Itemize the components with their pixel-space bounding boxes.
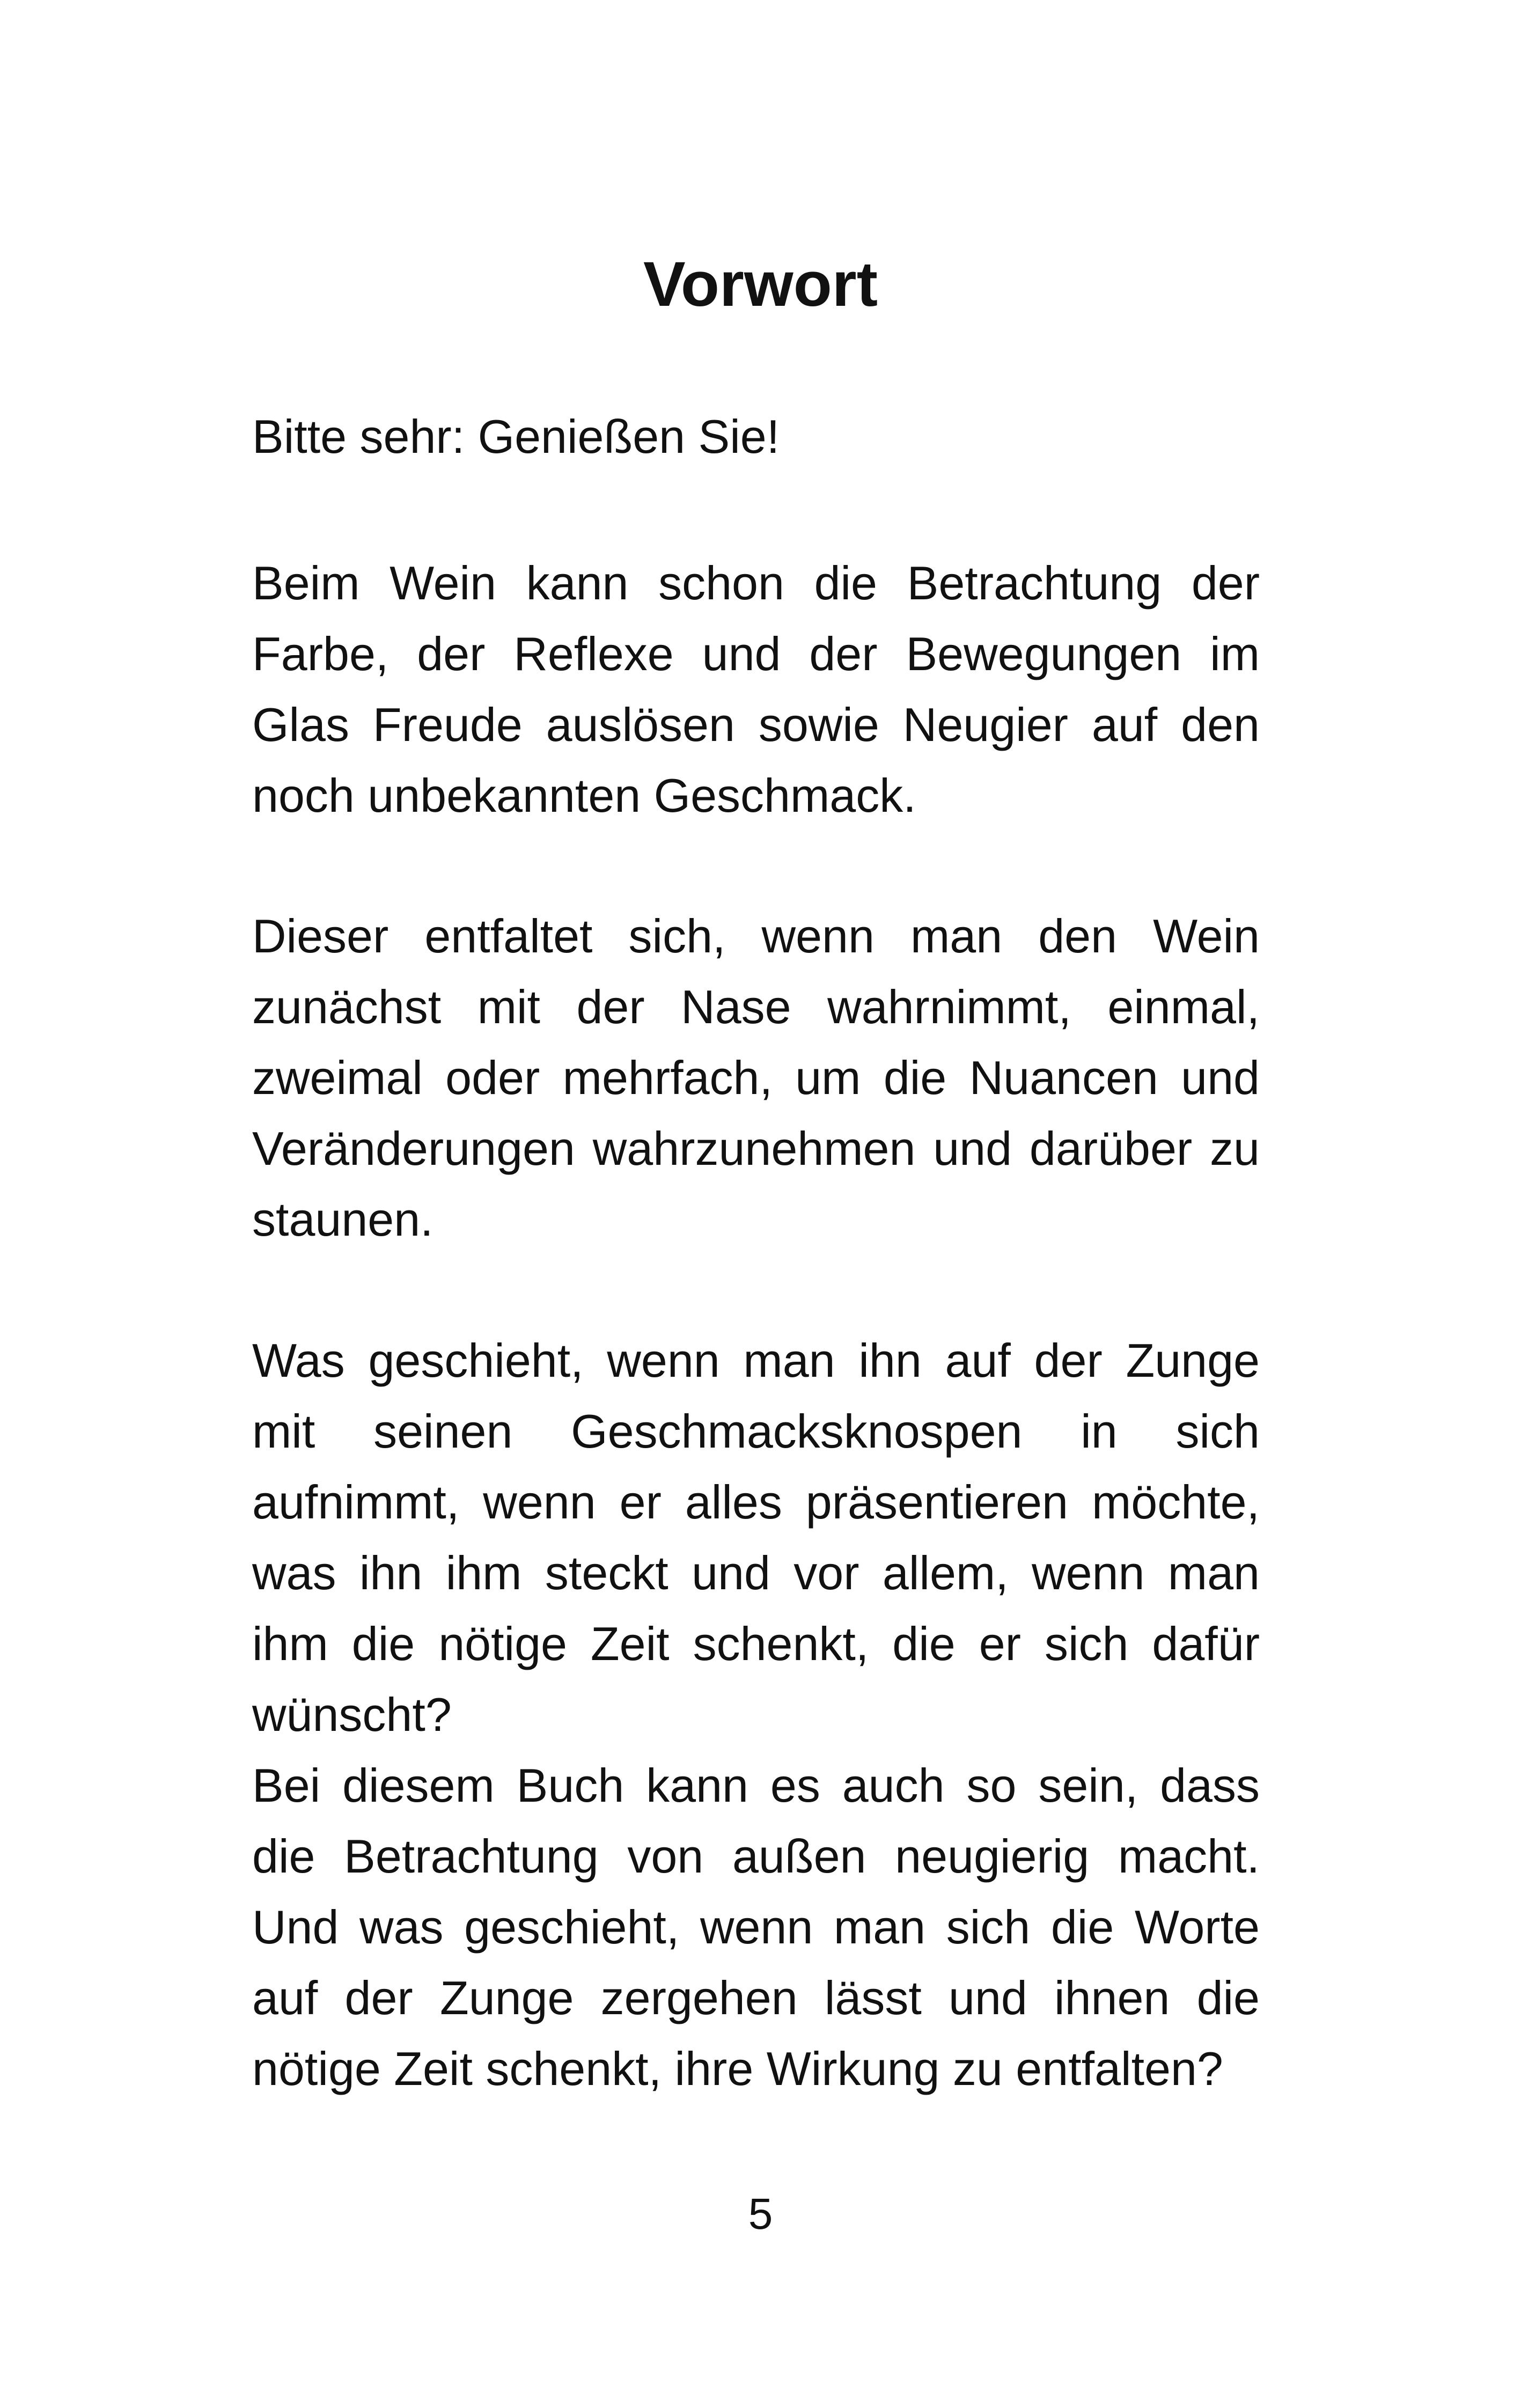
paragraph-4: Was geschieht, wenn man ihn auf der Zunge mit seinen Geschmacksknospen in sich aufnimmt, wenn er alles präsentieren möchte, was ihn ihm steckt und vor allem, wenn man ihm die nötige Zeit schenkt, die er sich dafür wünscht? <box>252 1334 1260 1741</box>
paragraph-3: Dieser entfaltet sich, wenn man den Wein zunächst mit der Nase wahrnimmt, einmal, zweimal oder mehrfach, um die Nuancen und Veränderungen wahrzunehmen und darüber zu staunen. <box>252 909 1260 1246</box>
chapter-title: Vorwort <box>643 249 878 320</box>
page-number: 5 <box>748 2190 773 2238</box>
paragraph-1: Bitte sehr: Genießen Sie! <box>252 410 780 463</box>
paragraph-2: Beim Wein kann schon die Betrachtung der Farbe, der Reflexe und der Bewegungen im Glas Freude auslösen sowie Neugier auf den noch unbekannten Geschmack. <box>252 556 1260 822</box>
paragraph-5: Bei diesem Buch kann es auch so sein, dass die Betrachtung von außen neugierig macht. Und was geschieht, wenn man sich die Worte auf der Zunge zergehen lässt und ihnen die nötige Zeit schenkt, ihre Wirkung zu entfalten? <box>252 1759 1260 2095</box>
